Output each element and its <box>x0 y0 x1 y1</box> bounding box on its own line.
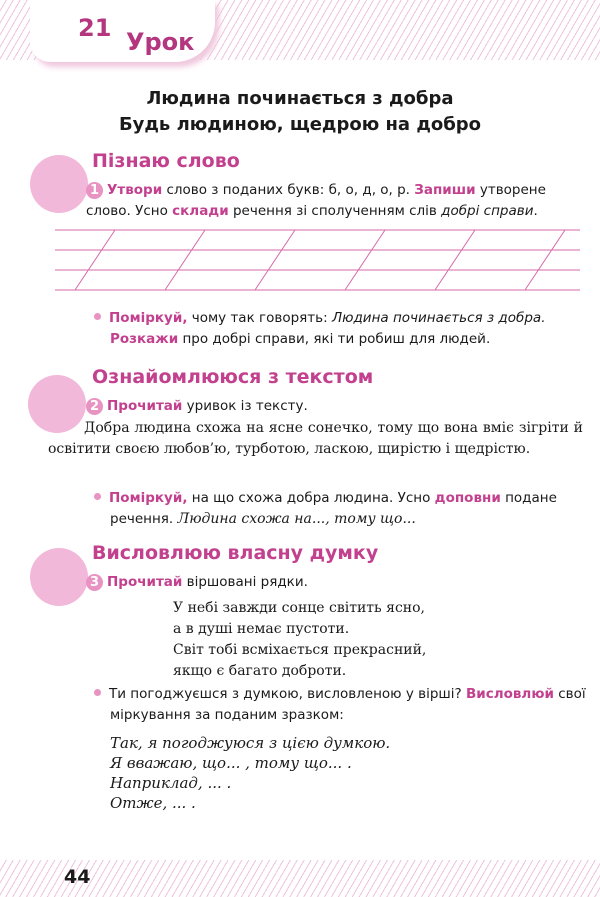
page-number: 44 <box>64 866 91 888</box>
verb: Прочитай <box>107 574 183 590</box>
verb: доповни <box>434 490 501 506</box>
lesson-tab <box>30 0 215 62</box>
bullet-icon <box>94 493 101 500</box>
section-heading: Ознайомлююся з текстом <box>92 366 374 388</box>
poem-line: якщо є багато доброти. <box>173 663 347 679</box>
bullet-2 <box>110 488 590 530</box>
section-heading: Висловлюю власну думку <box>92 542 379 564</box>
text: утворене слово. Усно <box>86 182 546 219</box>
task-number: 3 <box>86 574 103 591</box>
text: . <box>533 203 538 219</box>
sample-line: Наприклад, ... . <box>110 774 232 792</box>
poem <box>173 598 426 682</box>
boy-pointing-avatar-icon <box>30 548 88 606</box>
text: слово з поданих букв: б, о, д, о, р. <box>162 182 415 198</box>
verb: Запиши <box>414 182 476 198</box>
task-number: 1 <box>86 182 103 199</box>
text: уривок із тексту. <box>182 398 308 414</box>
text: чому так говорять: <box>187 310 332 326</box>
lesson-subtitle: Будь людиною, щедрою на добро <box>118 114 482 135</box>
text-excerpt: Добра людина схожа на ясне сонечко, тому що вона вміє зігріти й освітити своєю любов’ю, турботою, ласкою, щирістю і щедрістю. <box>48 420 583 457</box>
task-number: 2 <box>86 398 103 415</box>
task-2 <box>86 396 308 417</box>
bullet-icon <box>94 689 101 696</box>
text: подане речення. <box>110 490 557 527</box>
text: Ти погоджуєшся з думкою, висловленою у вірші? <box>109 686 466 702</box>
phrase: Людина починається з добра. <box>331 310 546 326</box>
answer-sample <box>110 733 390 813</box>
text: про добрі справи, які ти робиш для людей. <box>178 331 491 347</box>
verb: Розкажи <box>110 331 179 347</box>
sample-line: Так, я погоджуюся з цією думкою. <box>110 734 391 752</box>
poem-line: Світ тобі всміхається прекрасний, <box>173 642 427 658</box>
poem-line: У небі завжди сонце світить ясно, <box>173 600 425 616</box>
text: свої міркування за поданим зразком: <box>110 686 586 723</box>
task-3 <box>86 572 308 593</box>
text: на що схожа добра людина. Усно <box>187 490 435 506</box>
section-heading: Пізнаю слово <box>92 150 240 172</box>
bullet-3 <box>110 684 590 726</box>
verb: Висловлюй <box>465 686 554 702</box>
text: речення зі сполученням слів <box>228 203 442 219</box>
sample-line: Отже, ... . <box>110 794 196 812</box>
lesson-number: 21 <box>78 14 112 42</box>
girl-reading-avatar-icon <box>30 155 88 213</box>
phrase: добрі справи <box>441 203 534 219</box>
verb: Поміркуй, <box>109 310 188 326</box>
text: віршовані рядки. <box>182 574 308 590</box>
lesson-title: Людина починається з добра <box>146 88 454 109</box>
verb: Прочитай <box>107 398 183 414</box>
poem-line: а в душі немає пустоти. <box>173 621 350 637</box>
verb: Утвори <box>107 182 163 198</box>
verb: Поміркуй, <box>109 490 188 506</box>
lesson-label: Урок <box>126 28 195 56</box>
sample-line: Я вважаю, що... , тому що... . <box>110 754 352 772</box>
bullet-1 <box>110 308 590 350</box>
phrase: Людина схожа на..., тому що... <box>177 511 416 527</box>
verb: склади <box>172 203 229 219</box>
writing-lines[interactable] <box>55 228 580 292</box>
bullet-icon <box>94 313 101 320</box>
task-1 <box>86 180 586 222</box>
